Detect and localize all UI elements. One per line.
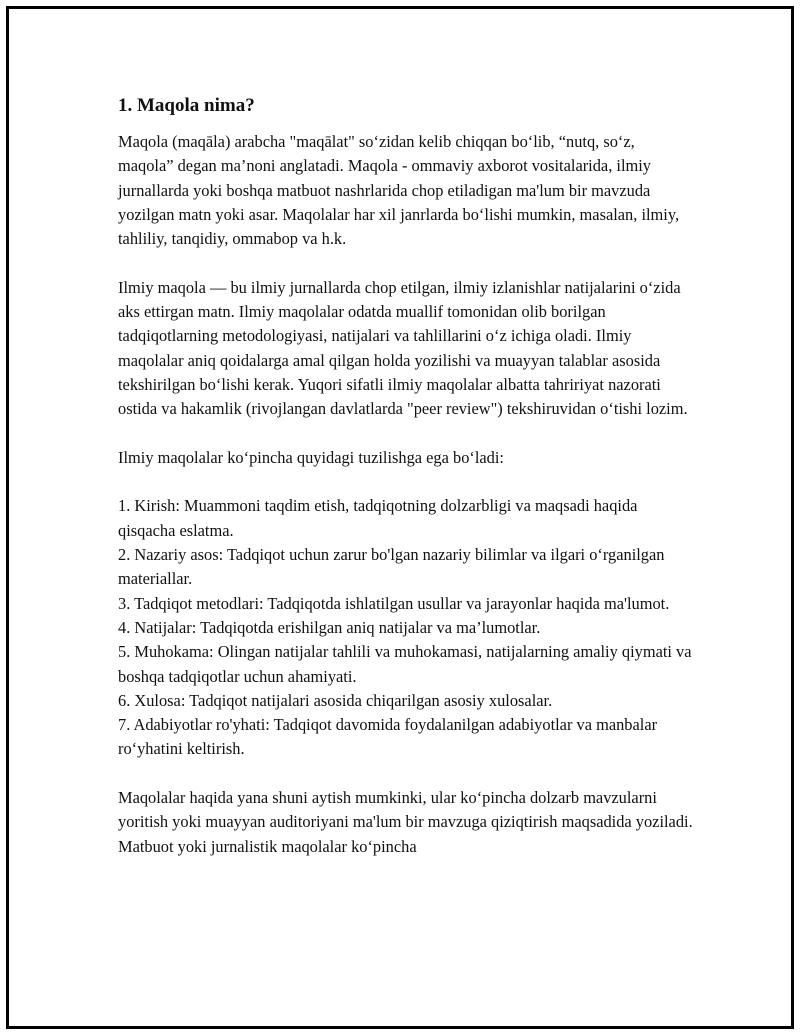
list-item: 6. Xulosa: Tadqiqot natijalari asosida chiqarilgan asosiy xulosalar. xyxy=(118,690,553,710)
paragraph-scientific-article: Ilmiy maqola — bu ilmiy jurnallarda chop etilgan, ilmiy izlanishlar natijalarini o‘zida aks ettirgan matn. Ilmiy maqolalar odatda muallif tomonidan olib borilgan tadqiqotlarning metodologiyasi, natijalari va tahlillarini o‘z ichiga oladi. Ilmiy maqolalar aniq qoidalarga amal qilgan holda yozilishi va muayyan talablar asosida tekshirilgan bo‘lishi kerak. Yuqori sifatli ilmiy maqolalar albatta tahririyat nazorati ostida va hakamlik (rivojlangan davlatlarda "peer review") tekshiruvidan o‘tishi lozim. xyxy=(118,277,688,419)
section-heading: 1. Maqola nima? xyxy=(118,95,255,116)
list-item: 4. Natijalar: Tadqiqotda erishilgan aniq natijalar va ma’lumotlar. xyxy=(118,617,541,637)
paragraph-structure-intro: Ilmiy maqolalar ko‘pincha quyidagi tuzilishga ega bo‘ladi: xyxy=(118,447,504,467)
list-item: 2. Nazariy asos: Tadqiqot uchun zarur bo'lgan nazariy bilimlar va ilgari o‘rganilgan materiallar. xyxy=(118,545,665,589)
paragraph-definition: Maqola (maqāla) arabcha "maqālat" so‘zidan kelib chiqqan bo‘lib, “nutq, so‘z, maqola” degan ma’noni anglatadi. Maqola - ommaviy axborot vositalarida, ilmiy jurnallarda yoki boshqa matbuot nashrlarida chop etiladigan ma'lum bir mavzuda yozilgan matn yoki asar. Maqolalar har xil janrlarda bo‘lishi mumkin, masalan, ilmiy, tahliliy, tanqidiy, ommabop va h.k. xyxy=(118,132,680,249)
paragraph-gap xyxy=(118,251,693,275)
paragraph-gap xyxy=(118,470,693,494)
structure-list xyxy=(118,494,693,761)
list-item: 5. Muhokama: Olingan natijalar tahlili va muhokamasi, natijalarning amaliy qiymati va boshqa tadqiqotlar uchun ahamiyati. xyxy=(118,642,692,686)
list-item: 3. Tadqiqot metodlari: Tadqiqotda ishlatilgan usullar va jarayonlar haqida ma'lumot. xyxy=(118,593,670,613)
list-item: 7. Adabiyotlar ro'yhati: Tadqiqot davomida foydalanilgan adabiyotlar va manbalar ro‘yhatini keltirish. xyxy=(118,715,658,759)
paragraph-gap xyxy=(118,422,693,446)
document-body xyxy=(118,94,693,859)
list-item: 1. Kirish: Muammoni taqdim etish, tadqiqotning dolzarbligi va maqsadi haqida qisqacha eslatma. xyxy=(118,496,638,540)
paragraph-gap xyxy=(118,762,693,786)
paragraph-closing: Maqolalar haqida yana shuni aytish mumkinki, ular ko‘pincha dolzarb mavzularni yoritish yoki muayyan auditoriyani ma'lum bir mavzuga qiziqtirish maqsadida yoziladi. Matbuot yoki jurnalistik maqolalar ko‘pincha xyxy=(118,788,693,856)
